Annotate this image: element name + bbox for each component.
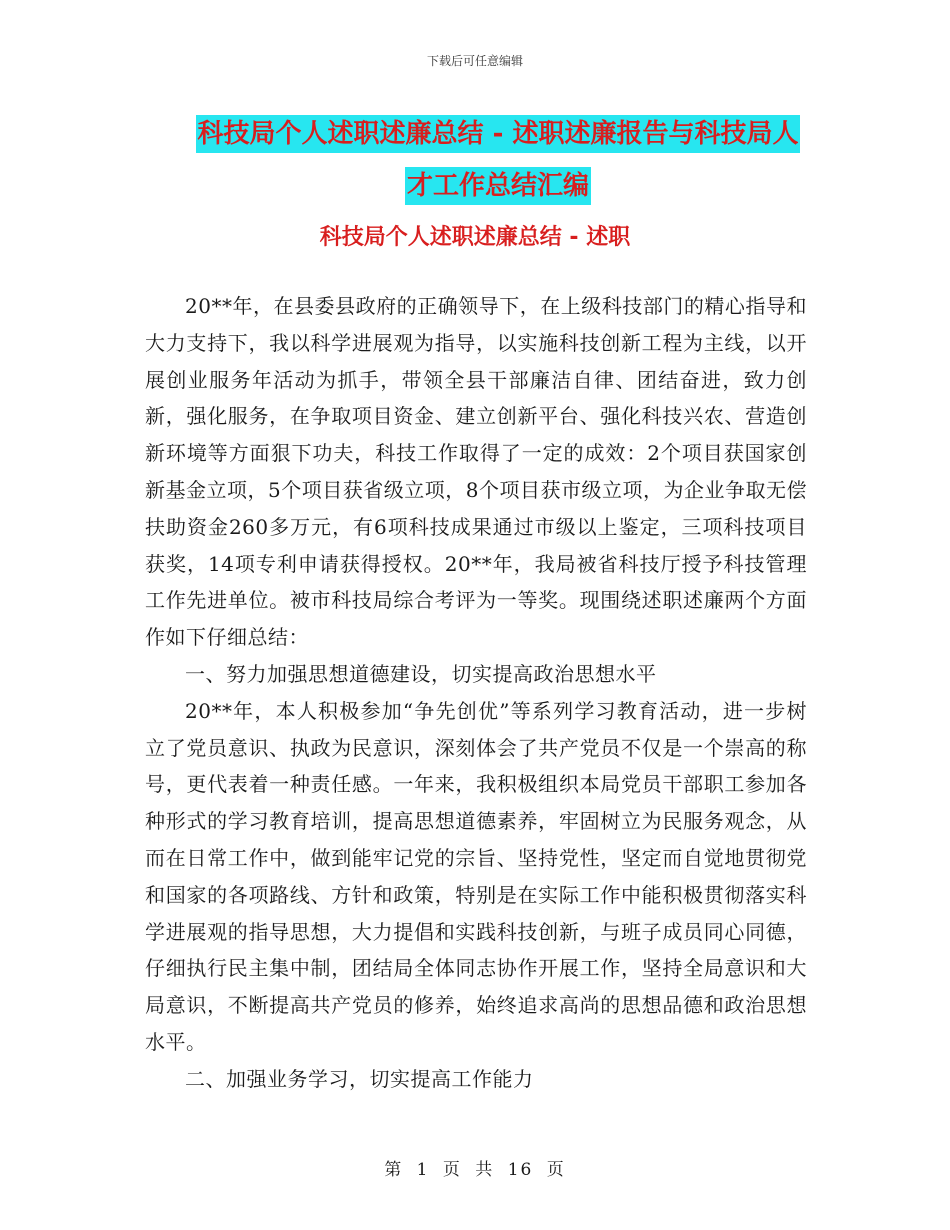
document-title-line-1: 科技局个人述职述廉总结 - 述职述廉报告与科技局人 — [196, 115, 801, 153]
page-number: 第 1 页 共 16 页 — [384, 1160, 566, 1180]
header-note: 下载后可任意编辑 — [426, 54, 523, 68]
body-paragraph-intro: 20**年，在县委县政府的正确领导下，在上级科技部门的精心指导和大力支持下，我以科学进展观为指导，以实施科技创新工程为主线，以开展创业服务年活动为抓手，带领全县干部廉洁自律、团结奋进，致力创新，强化服务，在争取项目资金、建立创新平台、强化科技兴农、营造创新环境等方面狠下功夫，科技工作取得了一定的成效：2个项目获国家创新基金立项，5个项目获省级立项，8个项目获市级立项，为企业争取无偿扶助资金260多万元，有6项科技成果通过市级以上鉴定，三项科技项目获奖，14项专利申请获得授权。20**年，我局被省科技厅授予科技管理工作先进单位。被市科技局综合考评为一等奖。现围绕述职述廉两个方面作如下仔细总结： — [145, 294, 807, 650]
document-title — [180, 108, 816, 212]
section-title: 科技局个人述职述廉总结 - 述职 — [319, 225, 631, 250]
body-heading-1: 一、努力加强思想道德建设，切实提高政治思想水平 — [185, 661, 657, 686]
body-paragraph-1: 20**年，本人积极参加“争先创优”等系列学习教育活动，进一步树立了党员意识、执政为民意识，深刻体会了共产党员不仅是一个崇高的称号，更代表着一种责任感。一年来，我积极组织本局党员干部职工参加各种形式的学习教育培训，提高思想道德素养，牢固树立为民服务观念，从而在日常工作中，做到能牢记党的宗旨、坚持党性，坚定而自觉地贯彻党和国家的各项路线、方针和政策，特别是在实际工作中能积极贯彻落实科学进展观的指导思想，大力提倡和实践科技创新，与班子成员同心同德，仔细执行民主集中制，团结局全体同志协作开展工作，坚持全局意识和大局意识，不断提高共产党员的修养，始终追求高尚的思想品德和政治思想水平。 — [145, 698, 807, 1054]
document-title-line-2: 才工作总结汇编 — [405, 167, 591, 205]
body-heading-2: 二、加强业务学习，切实提高工作能力 — [185, 1066, 534, 1091]
document-body — [145, 288, 807, 1098]
